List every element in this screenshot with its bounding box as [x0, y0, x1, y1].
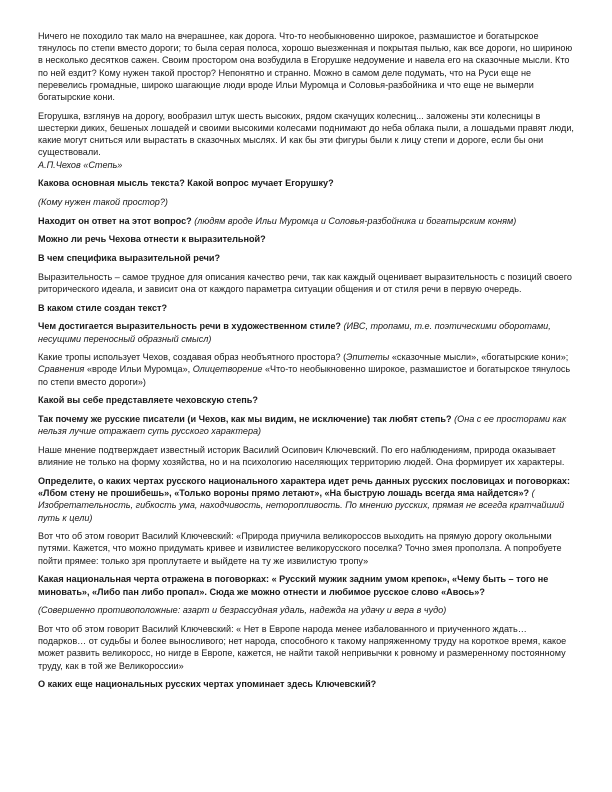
- qa-answer-found: [38, 215, 576, 227]
- trope-comparisons-examples: «вроде Ильи Муромца»,: [84, 364, 193, 375]
- question-steppe: Какой вы себе представляете чеховскую степь?: [38, 395, 258, 406]
- trope-epithets-term: Эпитеты: [346, 352, 390, 363]
- question-expressive-speech: Можно ли речь Чехова отнести к выразительной?: [38, 234, 266, 245]
- answer-text: (Она с ее просторами как нельзя лучше отражает суть русского характера): [38, 414, 567, 437]
- question-national-trait: Какая национальная черта отражена в поговорках: « Русский мужик задним умом крепок», «Чему быть – того не миновать», «Либо пан либо пропал». Сюда же можно отнести и любимое русское слово «Авось»?: [38, 574, 549, 597]
- question-text: Определите, о каких чертах русского национального характера идет речь данных русских пословицах и поговорках: «Лбом стену не прошибешь», «Только вороны прямо летают», «На быструю лошадь всегда яма найдется»?: [38, 475, 570, 499]
- paragraph-chariots: Егорушка, взглянув на дорогу, вообразил штук шесть высоких, рядом скачущих колесниц... заложены эти колесницы в шестерки диких, бешеных лошадей и своими высокими колесами поднимают до неба облака пыли, а лошадьми правят люди, какие могут сниться или вырастать в сказочных мыслях. И как бы эти фигуры были к лицу степи и дороге, если бы они существовали.: [38, 110, 574, 158]
- paragraph-klyuchevsky-quote-1: Вот что об этом говорит Василий Ключевский: «Природа приучила великороссов выходить на прямую дорогу окольными путями. Кажется, что можно придумать кривее и извилистее великорусского поселка? Точно змея проползла. А попробуете пойти прямее: только зря проплутаете и выйдете на ту же извилистую тропу»: [38, 531, 562, 566]
- source-citation: А.П.Чехов «Степь»: [38, 159, 123, 170]
- question-other-traits: О каких еще национальных русских чертах упоминает здесь Ключевский?: [38, 679, 377, 690]
- qa-artistic-style: [38, 320, 576, 344]
- paragraph-road-description: Ничего не походило так мало на вчерашнее, как дорога. Что-то необыкновенно широкое, размашистое и богатырское тянулось по степи вместо дороги; то была серая полоса, хорошо выезженная и покрытая пылью, как все дороги, но шириною в несколько десятков сажен. Своим простором она возбудила в Егорушке недоумение и навела его на сказочные мысли. Кто по ней ездит? Кому нужен такой простор? Непонятно и странно. Можно в самом деле подумать, что на Руси еще не перевелись громадные, широко шагающие люди вроде Ильи Муромца и Соловья-разбойника и что еще не вымерли богатырские кони.: [38, 31, 573, 103]
- qa-proverbs-traits: [38, 475, 576, 524]
- trope-comparisons-term: Сравнения: [38, 364, 85, 375]
- question-style: В каком стиле создан текст?: [38, 302, 168, 313]
- question-text: Находит он ответ на этот вопрос?: [38, 215, 192, 226]
- paragraph-klyuchevsky-intro: Наше мнение подтверждает известный историк Василий Осипович Ключевский. По его наблюдениям, природа оказывает влияние не только на форму хозяйства, но и на психологию населяющих территорию людей. Она формирует их характеры.: [38, 444, 565, 468]
- tropes-lead: Какие тропы использует Чехов, создавая образ необъятного простора? (: [38, 352, 347, 363]
- qa-writers-steppe: [38, 413, 576, 437]
- paragraph-expressiveness: Выразительность – самое трудное для описания качество речи, так как каждый оценивает выразительность с позиций своего риторического идеала, и зависит она от каждого параметра ситуации общения и от стиля речи в первую очередь.: [38, 271, 572, 294]
- document-page: [38, 30, 576, 697]
- trope-epithets-examples: «сказочные мысли», «богатырские кони»;: [389, 352, 569, 363]
- trope-personification-examples: «Что-то необыкновенно широкое, размашистое и богатырское тянулось по степи вместо дороги»): [38, 364, 571, 387]
- answer-text: ( Изобретательность, гибкость ума, находчивость, неторопливость. По мнению русских, прямая не всегда кратчайший путь к цели): [38, 488, 565, 523]
- question-specifics: В чем специфика выразительной речи?: [38, 253, 221, 264]
- answer-main-idea: (Кому нужен такой простор?): [38, 196, 168, 207]
- answer-national-trait: (Совершенно противоположные: азарт и безрассудная удаль, надежда на удачу и вера в чудо): [38, 605, 447, 616]
- answer-text: (ИВС, тропами, т.е. поэтическими оборотами, несущими переносный образный смысл): [38, 321, 551, 344]
- paragraph-tropes: [38, 351, 576, 388]
- question-text: Чем достигается выразительность речи в художественном стиле?: [38, 321, 341, 332]
- trope-personification-term: Олицетворение: [192, 364, 263, 375]
- paragraph-klyuchevsky-quote-2: Вот что об этом говорит Василий Ключевский: « Нет в Европе народа менее избалованного и приученного ждать… подарков… от судьбы и более выносливого; нет народа, способного к такому напряженному труду на короткое время, какое может развить великоросс, но нигде в Европе, кажется, не найти такой непривычки к ровному и размеренному постоянному труду, как в той же Великороссии»: [38, 623, 567, 671]
- question-main-idea: Какова основная мысль текста? Какой вопрос мучает Егорушку?: [38, 178, 334, 189]
- question-text: Так почему же русские писатели (и Чехов, как мы видим, не исключение) так любят степь?: [38, 414, 452, 425]
- answer-text: (людям вроде Ильи Муромца и Соловья-разбойника и богатырским коням): [191, 215, 517, 226]
